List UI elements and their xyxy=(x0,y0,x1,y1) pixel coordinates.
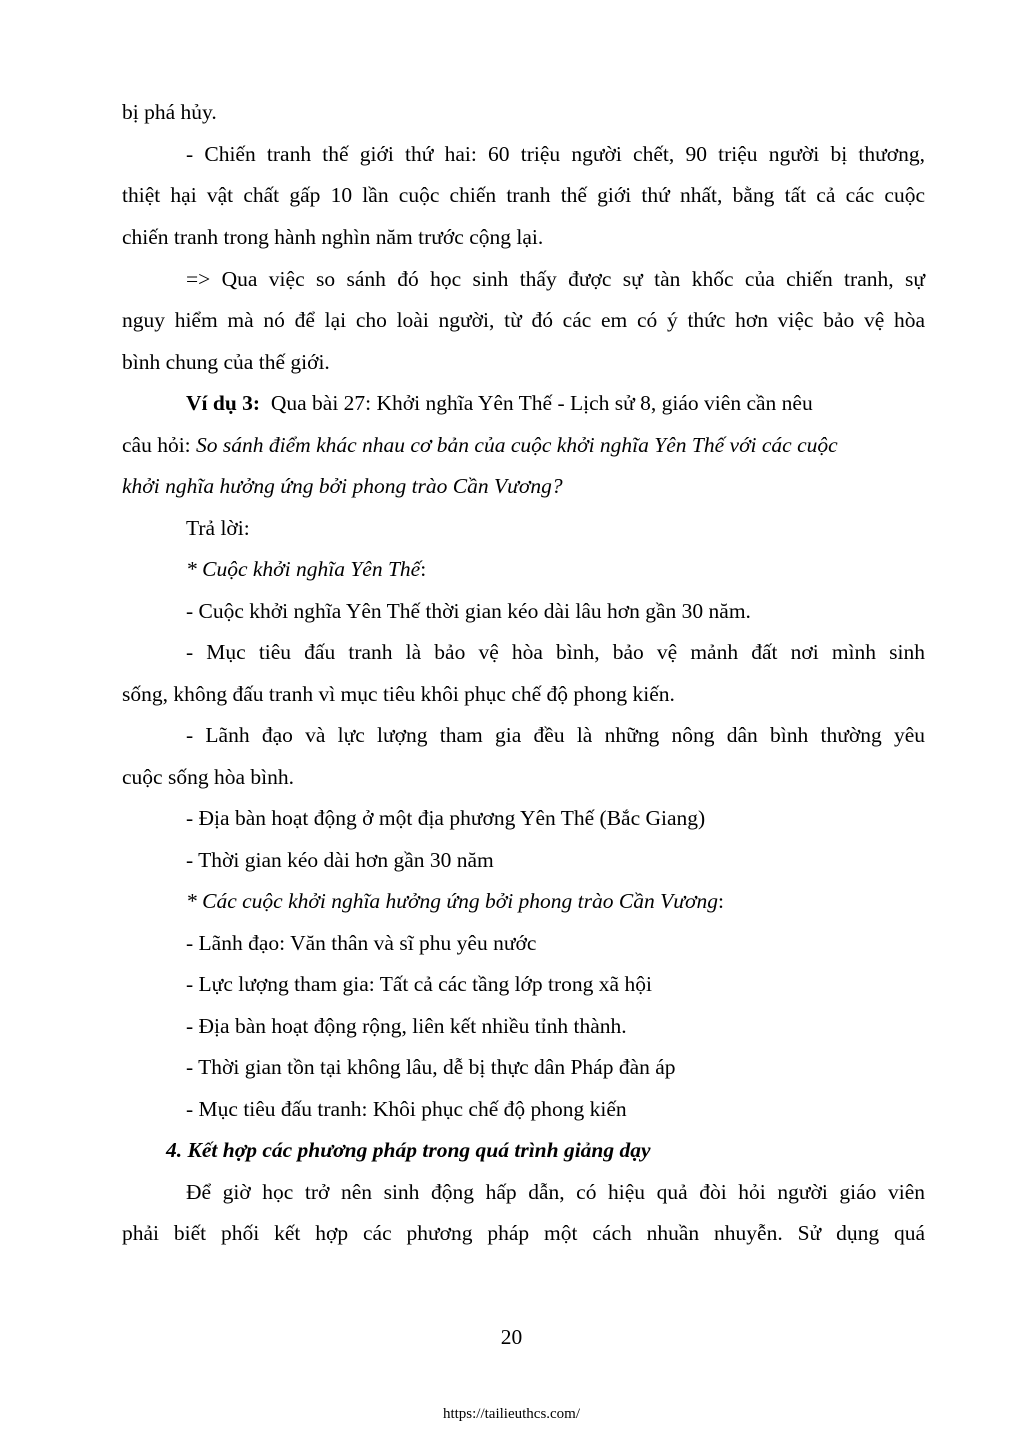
footer-url[interactable]: https://tailieuthcs.com/ xyxy=(442,1406,581,1422)
text-line: - Lực lượng tham gia: Tất cả các tầng lớp trong xã hội xyxy=(186,972,652,996)
text-line: - Mục tiêu đấu tranh: Khôi phục chế độ phong kiến xyxy=(186,1097,627,1121)
subheading: * Các cuộc khởi nghĩa hưởng ứng bởi phong trào Cần Vương xyxy=(186,889,718,913)
text-line: bình chung của thế giới. xyxy=(122,350,330,374)
text-line: phải biết phối kết hợp các phương pháp một cách nhuần nhuyễn. Sử dụng quá xyxy=(122,1221,925,1245)
section-heading: 4. Kết hợp các phương pháp trong quá trình giảng dạy xyxy=(166,1138,651,1162)
text-line: - Thời gian kéo dài hơn gần 30 năm xyxy=(186,848,494,872)
example-line xyxy=(186,388,925,418)
subheading: * Cuộc khởi nghĩa Yên Thế xyxy=(186,557,421,581)
subheading-colon: : xyxy=(717,889,724,913)
text-line: => Qua việc so sánh đó học sinh thấy được sự tàn khốc của chiến tranh, sự xyxy=(186,267,925,291)
text-line: cuộc sống hòa bình. xyxy=(122,765,294,789)
subheading-colon: : xyxy=(420,557,427,581)
text-line: - Mục tiêu đấu tranh là bảo vệ hòa bình, bảo vệ mảnh đất nơi mình sinh xyxy=(186,640,925,664)
text-line: Trả lời: xyxy=(186,516,250,540)
text-line: thiệt hại vật chất gấp 10 lần cuộc chiến tranh thế giới thứ nhất, bằng tất cả các cuộc xyxy=(122,183,925,207)
question-text: So sánh điểm khác nhau cơ bản của cuộc khởi nghĩa Yên Thế với các cuộc xyxy=(196,433,838,457)
text-line: - Lãnh đạo: Văn thân và sĩ phu yêu nước xyxy=(186,931,537,955)
question-line: khởi nghĩa hưởng ứng bởi phong trào Cần Vương? xyxy=(122,474,563,498)
example-label: Ví dụ 3: xyxy=(186,391,261,415)
example-text: Qua bài 27: Khởi nghĩa Yên Thế - Lịch sử 8, giáo viên cần nêu xyxy=(260,391,813,415)
text-line: Để giờ học trở nên sinh động hấp dẫn, có hiệu quả đòi hỏi người giáo viên xyxy=(186,1180,925,1204)
text-line: - Lãnh đạo và lực lượng tham gia đều là những nông dân bình thường yêu xyxy=(186,723,925,747)
text-line: - Chiến tranh thế giới thứ hai: 60 triệu người chết, 90 triệu người bị thương, xyxy=(186,142,925,166)
text-line: - Cuộc khởi nghĩa Yên Thế thời gian kéo dài lâu hơn gần 30 năm. xyxy=(186,599,751,623)
text-line: nguy hiểm mà nó để lại cho loài người, từ đó các em có ý thức hơn việc bảo vệ hòa xyxy=(122,308,925,332)
question-prefix: câu hỏi: xyxy=(122,433,197,457)
subheading-line xyxy=(186,886,925,916)
text-line: - Địa bàn hoạt động rộng, liên kết nhiều tỉnh thành. xyxy=(186,1014,627,1038)
page-number: 20 xyxy=(500,1325,523,1349)
text-line: sống, không đấu tranh vì mục tiêu khôi phục chế độ phong kiến. xyxy=(122,682,675,706)
text-line: bị phá hủy. xyxy=(122,100,217,124)
text-line: - Địa bàn hoạt động ở một địa phương Yên Thế (Bắc Giang) xyxy=(186,806,706,830)
text-line: chiến tranh trong hành nghìn năm trước cộng lại. xyxy=(122,225,544,249)
text-line: - Thời gian tồn tại không lâu, dễ bị thực dân Pháp đàn áp xyxy=(186,1055,676,1079)
question-line xyxy=(122,430,925,460)
subheading-line xyxy=(186,554,925,584)
